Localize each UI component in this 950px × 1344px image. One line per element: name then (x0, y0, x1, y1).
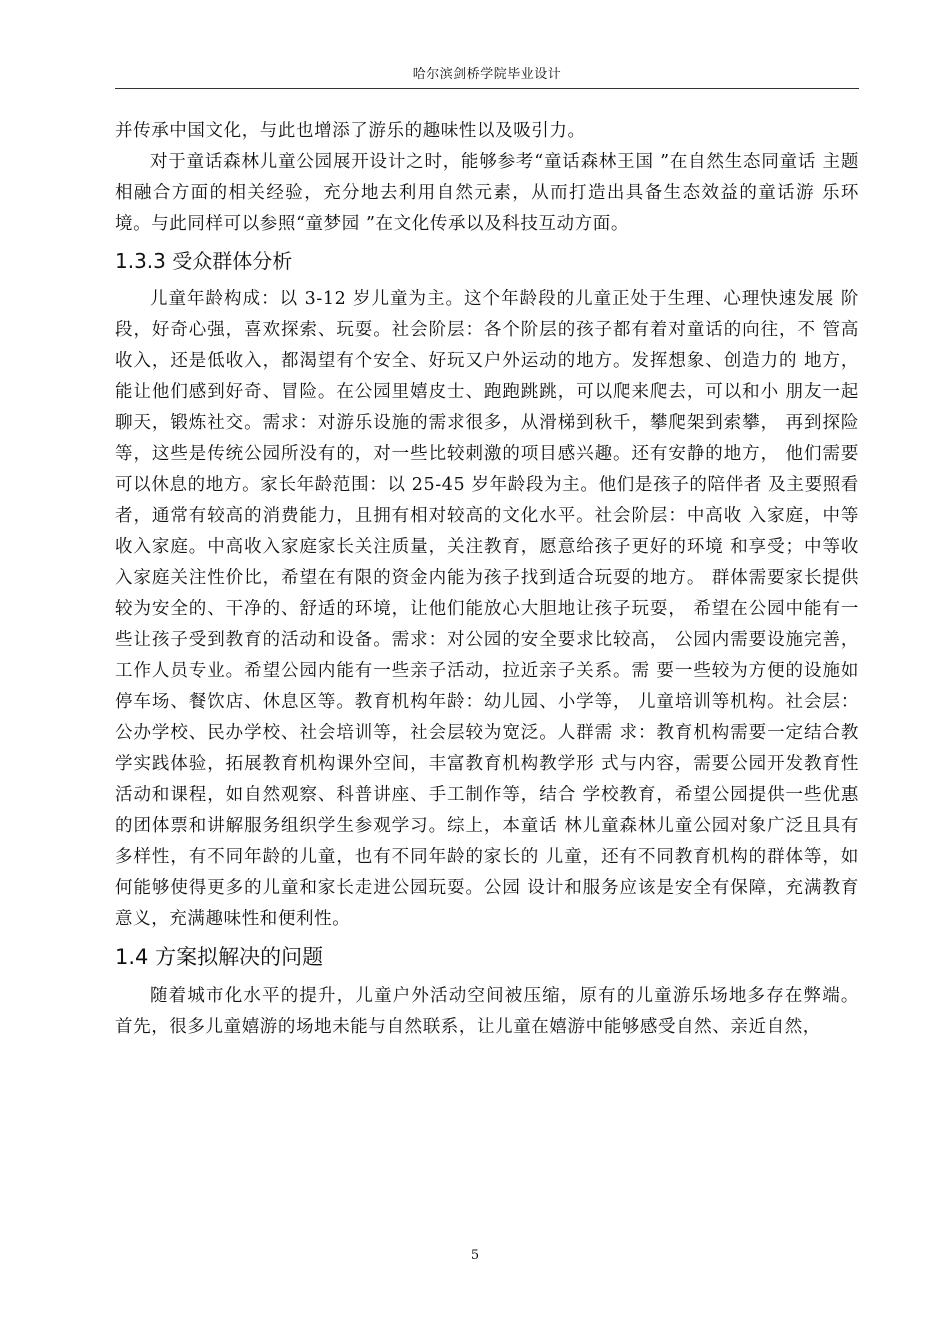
paragraph-audience-analysis: 儿童年龄构成：以 3-12 岁儿童为主。这个年龄段的儿童正处于生理、心理快速发展 阶段，好奇心强，喜欢探索、玩耍。社会阶层：各个阶层的孩子都有着对童话的向往，不 管高收入，还是低收入，都渴望有个安全、好玩又户外运动的地方。发挥想象、创造力的 地方，能让他们感到好奇、冒险。在公园里嬉皮士、跑跑跳跳，可以爬来爬去，可以和小 朋友一起聊天，锻炼社交。需求：对游乐设施的需求很多，从滑梯到秋千，攀爬架到索攀， 再到探险等，这些是传统公园所没有的，对一些比较刺激的项目感兴趣。还有安静的地方， 他们需要可以休息的地方。家长年龄范围：以 25-45 岁年龄段为主。他们是孩子的陪伴者 及主要照看者，通常有较高的消费能力，且拥有相对较高的文化水平。社会阶层：中高收 入家庭，中等收入家庭。中高收入家庭家长关注质量，关注教育，愿意给孩子更好的环境 和享受；中等收入家庭关注性价比，希望在有限的资金内能为孩子找到适合玩耍的地方。 群体需要家长提供较为安全的、干净的、舒适的环境，让他们能放心大胆地让孩子玩耍， 希望在公园中能有一些让孩子受到教育的活动和设备。需求：对公园的安全要求比较高， 公园内需要设施完善，工作人员专业。希望公园内能有一些亲子活动，拉近亲子关系。需 要一些较为方便的设施如停车场、餐饮店、休息区等。教育机构年龄：幼儿园、小学等， 儿童培训等机构。社会层：公办学校、民办学校、社会培训等，社会层较为宽泛。人群需 求：教育机构需要一定结合教学实践体验，拓展教育机构课外空间，丰富教育机构教学形 式与内容，需要公园开发教育性活动和课程，如自然观察、科普讲座、手工制作等，结合 学校教育，希望公园提供一些优惠的团体票和讲解服务组织学生参观学习。综上，本童话 林儿童森林儿童公园对象广泛且具有多样性，有不同年龄的儿童，也有不同年龄的家长的 儿童，还有不同教育机构的群体等，如何能够使得更多的儿童和家长走进公园玩耍。公园 设计和服务应该是安全有保障，充满教育意义，充满趣味性和便利性。 (115, 289, 859, 929)
section-heading-1-4: 1.4 方案拟解决的问题 (115, 945, 324, 969)
header-title: 哈尔滨剑桥学院毕业设计 (412, 67, 562, 82)
paragraph-reference: 对于童话森林儿童公园展开设计之时，能够参考“童话森林王国 ”在自然生态同童话 主题相融合方面的相关经验，充分地去利用自然元素，从而打造出具备生态效益的童话游 乐环境。与此同样可以参照“童梦园 ”在文化传承以及科技互动方面。 (115, 152, 859, 234)
page-number: 5 (470, 1248, 480, 1263)
paragraph-problems: 随着城市化水平的提升，儿童户外活动空间被压缩，原有的儿童游乐场地多存在弊端。 首先，很多儿童嬉游的场地未能与自然联系，让儿童在嬉游中能够感受自然、亲近自然， (115, 986, 859, 1037)
paragraph-continuation: 并传承中国文化，与此也增添了游乐的趣味性以及吸引力。 (115, 121, 586, 141)
section-heading-1-3-3: 1.3.3 受众群体分析 (115, 249, 293, 273)
document-body (115, 116, 859, 1043)
page-header (115, 66, 859, 89)
